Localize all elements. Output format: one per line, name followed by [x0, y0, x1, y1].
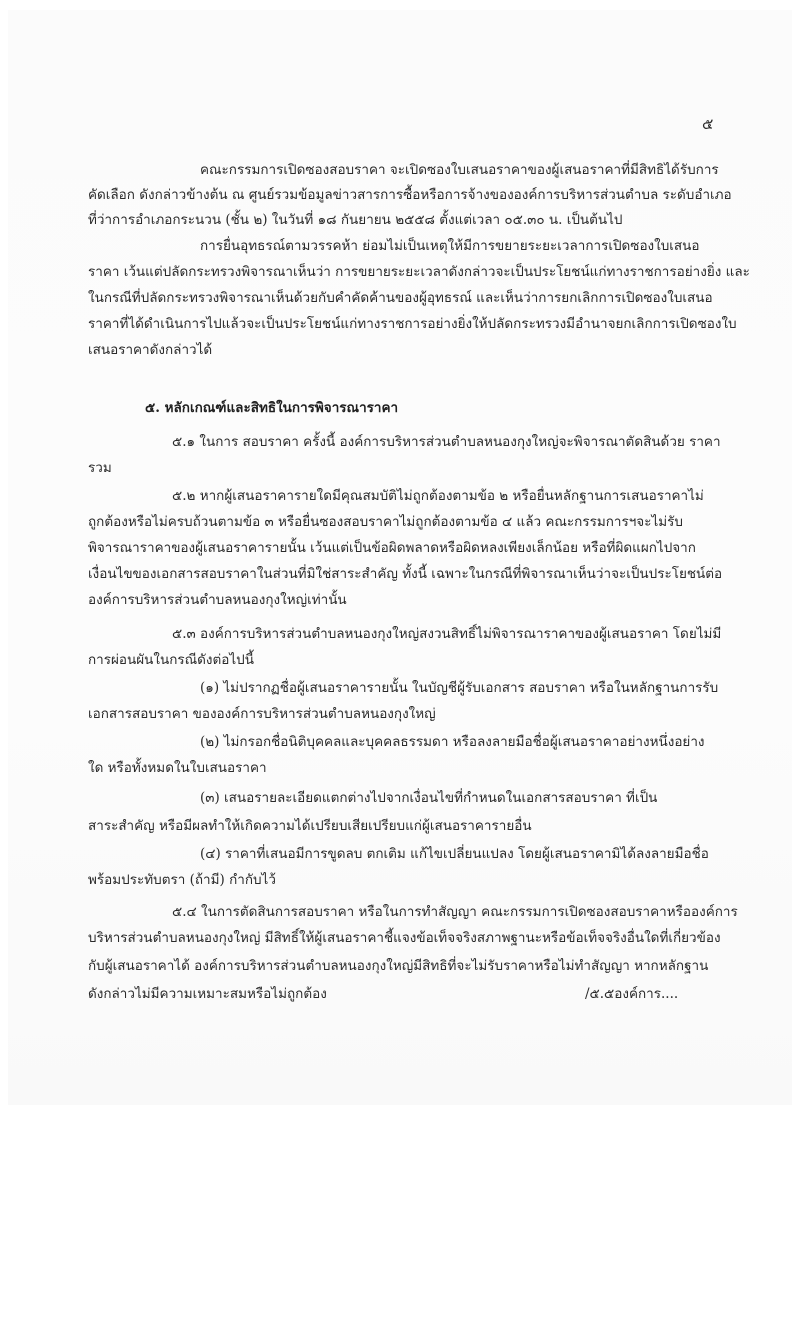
clause-line: การผ่อนผันในกรณีดังต่อไปนี้	[88, 652, 254, 668]
clause-line: องค์การบริหารส่วนตำบลหนองกุงใหญ่เท่านั้น	[88, 592, 347, 608]
list-item-line: (๑) ไม่ปรากฏชื่อผู้เสนอราคารายนั้น ในบัญชีผู้รับเอกสาร สอบราคา หรือในหลักฐานการรับ	[200, 680, 719, 696]
list-item-line: (๒) ไม่กรอกชื่อนิติบุคคลและบุคคลธรรมดา หรือลงลายมือชื่อผู้เสนอราคาอย่างหนึ่งอย่าง	[200, 734, 705, 750]
page-number: ๕	[702, 115, 714, 133]
paragraph-line: ราคา เว้นแต่ปลัดกระทรวงพิจารณาเห็นว่า การขยายระยะเวลาดังกล่าวจะเป็นประโยชน์แก่ทางราชการอย่างยิ่ง และ	[88, 264, 750, 280]
list-item-line: (๓) เสนอรายละเอียดแตกต่างไปจากเงื่อนไขที่กำหนดในเอกสารสอบราคา ที่เป็น	[200, 790, 658, 806]
paragraph-line: ในกรณีที่ปลัดกระทรวงพิจารณาเห็นด้วยกับคำคัดค้านของผู้อุทธรณ์ และเห็นว่าการยกเลิกการเปิดซองใบเสนอ	[88, 290, 713, 306]
paragraph-line: คณะกรรมการเปิดซองสอบราคา จะเปิดซองใบเสนอราคาของผู้เสนอราคาที่มีสิทธิได้รับการ	[200, 162, 719, 178]
list-item-line: เอกสารสอบราคา ขององค์การบริหารส่วนตำบลหนองกุงใหญ่	[88, 706, 436, 722]
paragraph-line: คัดเลือก ดังกล่าวข้างต้น ณ ศูนย์รวมข้อมูลข่าวสารการซื้อหรือการจ้างขององค์การบริหารส่วนตำบล ระดับอำเภอ	[88, 187, 732, 203]
list-item-line: พร้อมประทับตรา (ถ้ามี) กำกับไว้	[88, 872, 276, 888]
section-heading: ๕. หลักเกณฑ์และสิทธิในการพิจารณาราคา	[145, 400, 399, 416]
list-item-line: ใด หรือทั้งหมดในใบเสนอราคา	[88, 760, 267, 776]
next-page-reference: /๕.๕องค์การ....	[585, 986, 679, 1002]
clause-line: เงื่อนไขของเอกสารสอบราคาในส่วนที่มิใช่สาระสำคัญ ทั้งนี้ เฉพาะในกรณีที่พิจารณาเห็นว่าจะเป็นประโยชน์ต่อ	[88, 566, 723, 582]
clause-line: ดังกล่าวไม่มีความเหมาะสมหรือไม่ถูกต้อง	[88, 986, 327, 1002]
list-item-line: สาระสำคัญ หรือมีผลทำให้เกิดความได้เปรียบเสียเปรียบแก่ผู้เสนอราคารายอื่น	[88, 818, 532, 834]
paragraph-line: ราคาที่ได้ดำเนินการไปแล้วจะเป็นประโยชน์แก่ทางราชการอย่างยิ่งให้ปลัดกระทรวงมีอำนาจยกเลิกการเปิดซองใบ	[88, 316, 737, 332]
paragraph-line: เสนอราคาดังกล่าวได้	[88, 342, 213, 358]
clause-line: ๕.๑ ในการ สอบราคา ครั้งนี้ องค์การบริหารส่วนตำบลหนองกุงใหญ่จะพิจารณาตัดสินด้วย ราคา	[172, 434, 721, 450]
list-item-line: (๔) ราคาที่เสนอมีการขูดลบ ตกเติม แก้ไขเปลี่ยนแปลง โดยผู้เสนอราคามิได้ลงลายมือชื่อ	[200, 846, 709, 862]
clause-line: บริหารส่วนตำบลหนองกุงใหญ่ มีสิทธิ์ให้ผู้เสนอราคาชี้แจงข้อเท็จจริงสภาพฐานะหรือข้อเท็จจริงอื่นใดที่เกี่ยวข้อง	[88, 930, 721, 946]
clause-line: ๕.๔ ในการตัดสินการสอบราคา หรือในการทำสัญญา คณะกรรมการเปิดซองสอบราคาหรือองค์การ	[172, 904, 738, 920]
clause-line: รวม	[88, 460, 112, 476]
clause-line: พิจารณาราคาของผู้เสนอราคารายนั้น เว้นแต่เป็นข้อผิดพลาดหรือผิดหลงเพียงเล็กน้อย หรือที่ผิดแผกไปจาก	[88, 540, 696, 556]
clause-line: ถูกต้องหรือไม่ครบถ้วนตามข้อ ๓ หรือยื่นซองสอบราคาไม่ถูกต้องตามข้อ ๔ แล้ว คณะกรรมการฯจะไม่รับ	[88, 514, 683, 530]
clause-line: ๕.๒ หากผู้เสนอราคารายใดมีคุณสมบัติไม่ถูกต้องตามข้อ ๒ หรือยื่นหลักฐานการเสนอราคาไม่	[172, 488, 704, 504]
paragraph-line: ที่ว่าการอำเภอกระนวน (ชั้น ๒) ในวันที่ ๑๘ กันยายน ๒๕๕๘ ตั้งแต่เวลา ๐๕.๓๐ น. เป็นต้นไป	[88, 212, 623, 228]
clause-line: กับผู้เสนอราคาได้ องค์การบริหารส่วนตำบลหนองกุงใหญ่มีสิทธิที่จะไม่รับราคาหรือไม่ทำสัญญา หากหลักฐาน	[88, 958, 709, 974]
clause-line: ๕.๓ องค์การบริหารส่วนตำบลหนองกุงใหญ่สงวนสิทธิ์ไม่พิจารณาราคาของผู้เสนอราคา โดยไม่มี	[172, 626, 722, 642]
paragraph-line: การยื่นอุทธรณ์ตามวรรคห้า ย่อมไม่เป็นเหตุให้มีการขยายระยะเวลาการเปิดซองใบเสนอ	[200, 238, 700, 254]
